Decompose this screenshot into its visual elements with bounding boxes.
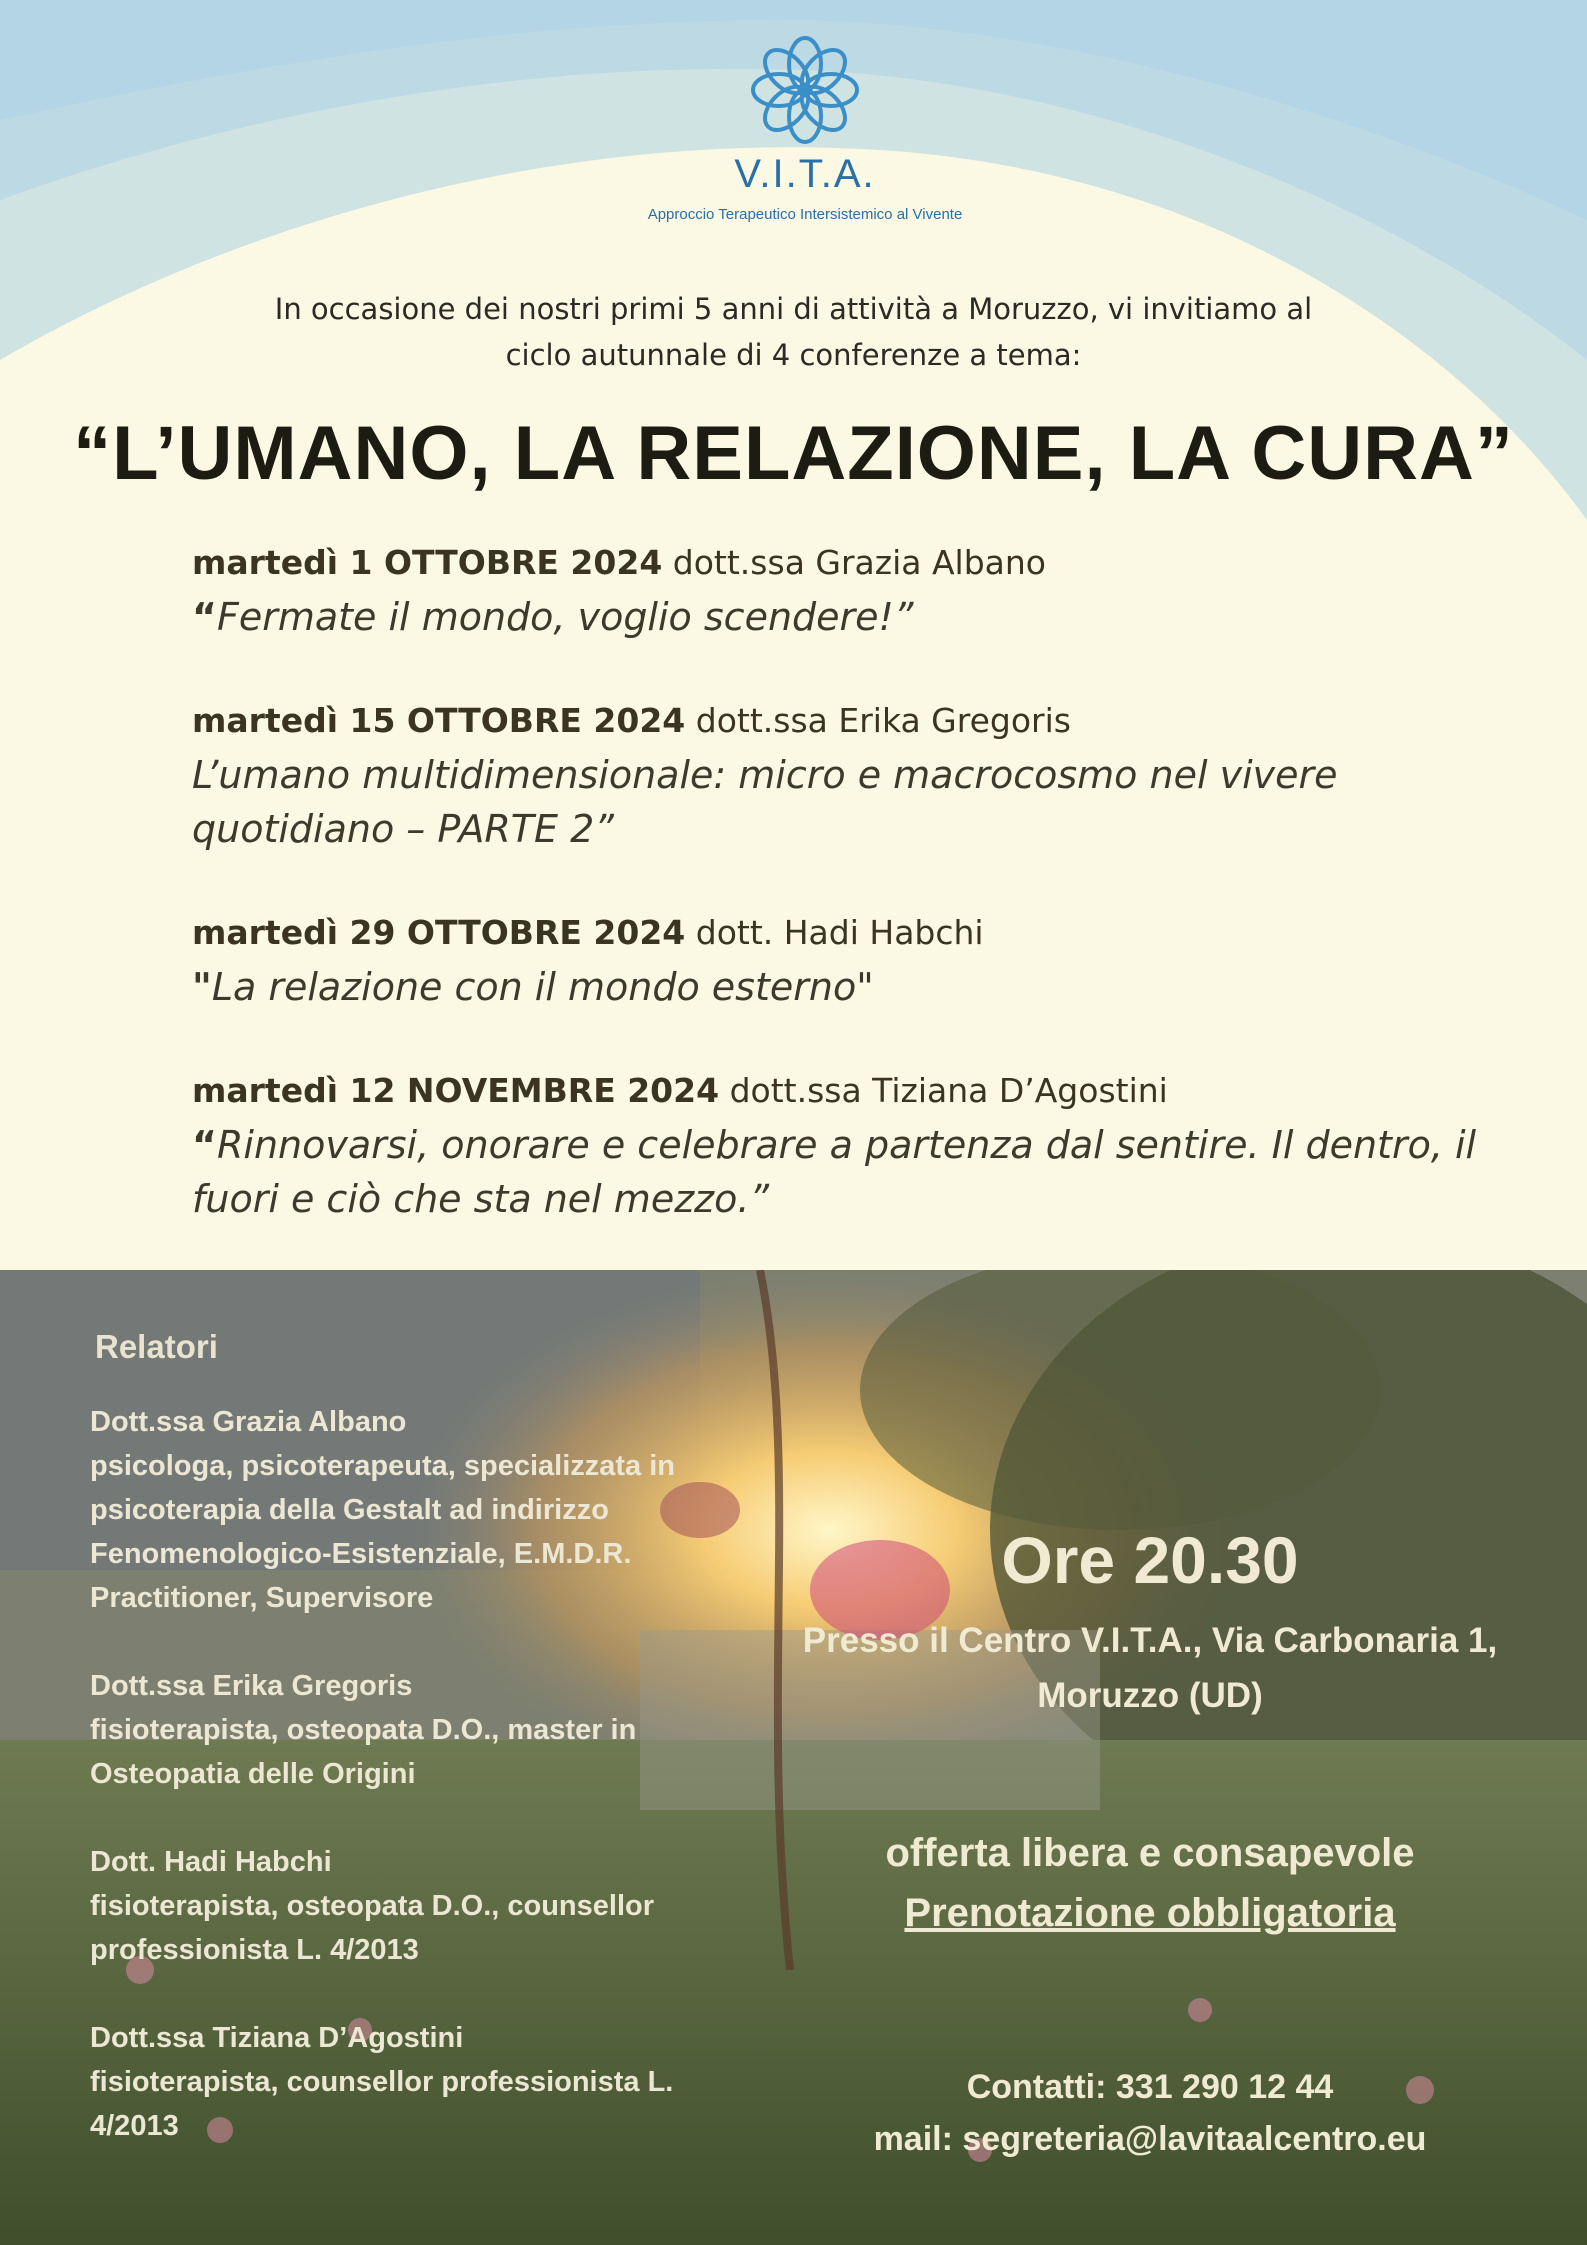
event-talk-title: La relazione con il mondo esterno" [211, 965, 874, 1009]
event-item [192, 694, 1522, 856]
quote-mark: " [192, 965, 212, 1009]
intro-line-1: In occasione dei nostri primi 5 anni di attività a Moruzzo, vi invitiamo al [274, 292, 1313, 326]
event-speaker: dott.ssa Erika Gregoris [695, 701, 1071, 740]
event-info [800, 1515, 1500, 2165]
event-date: martedì 15 OTTOBRE 2024 [192, 701, 686, 740]
intro-text [180, 286, 1407, 378]
intro-line-2: ciclo autunnale di 4 conferenze a tema: [505, 338, 1082, 372]
booking-link[interactable]: Prenotazione obbligatoria [904, 1891, 1396, 1935]
event-speaker: dott.ssa Grazia Albano [672, 543, 1046, 582]
event-date: martedì 1 OTTOBRE 2024 [192, 543, 663, 582]
event-item [192, 536, 1522, 644]
event-talk-title: Rinnovarsi, onorare e celebrare a partenza dal sentire. Il dentro, il fuori e ciò che sta nel mezzo.” [192, 1123, 1477, 1221]
event-speaker: dott.ssa Tiziana D’Agostini [729, 1071, 1168, 1110]
event-item [192, 906, 1522, 1014]
relatore-item [90, 1840, 700, 1972]
brand-name: V.I.T.A. [734, 152, 876, 196]
event-item [192, 1064, 1522, 1226]
relatore-item [90, 1664, 700, 1796]
relatore-description: fisioterapista, osteopata D.O., master in Osteopatia delle Origini [90, 1714, 637, 1790]
relatori-list [90, 1400, 700, 2192]
event-date: martedì 29 OTTOBRE 2024 [192, 913, 686, 952]
relatore-description: psicologa, psicoterapeuta, specializzata in psicoterapia della Gestalt ad indirizzo Fenomenologico-Esistenziale, E.M.D.R. Practitioner, Supervisore [90, 1450, 676, 1614]
contact-phone[interactable]: Contatti: 331 290 12 44 [966, 2068, 1334, 2106]
relatore-description: fisioterapista, counsellor professionista L. 4/2013 [90, 2066, 674, 2142]
quote-mark: “ [192, 1123, 217, 1167]
relatore-description: fisioterapista, osteopata D.O., counsellor professionista L. 4/2013 [90, 1890, 655, 1966]
quote-mark: “ [192, 595, 217, 639]
event-speaker: dott. Hadi Habchi [695, 913, 984, 952]
relatore-name: Dott.ssa Erika Gregoris [90, 1670, 413, 1702]
offer-text: offerta libera e consapevole [885, 1831, 1415, 1875]
contact-mail[interactable]: mail: segreteria@lavitaalcentro.eu [873, 2120, 1427, 2158]
relatori-heading: Relatori [95, 1328, 218, 1365]
vita-flower-logo-icon [745, 30, 865, 150]
page-title: “L’UMANO, LA RELAZIONE, LA CURA” [73, 411, 1514, 496]
relatore-item [90, 2016, 700, 2148]
event-talk-title: L’umano multidimensionale: micro e macrocosmo nel vivere quotidiano – PARTE 2” [192, 753, 1338, 851]
relatore-name: Dott. Hadi Habchi [90, 1846, 332, 1878]
event-time: Ore 20.30 [1001, 1523, 1299, 1597]
relatore-name: Dott.ssa Grazia Albano [90, 1406, 407, 1438]
sunset-photo-section [0, 1270, 1587, 2245]
relatore-name: Dott.ssa Tiziana D’Agostini [90, 2022, 464, 2054]
event-list [192, 536, 1522, 1276]
event-place: Presso il Centro V.I.T.A., Via Carbonaria 1, Moruzzo (UD) [802, 1621, 1498, 1715]
event-talk-title: Fermate il mondo, voglio scendere!” [216, 595, 914, 639]
relatore-item [90, 1400, 700, 1620]
contacts [800, 2061, 1500, 2165]
event-date: martedì 12 NOVEMBRE 2024 [192, 1071, 720, 1110]
brand-subtitle: Approccio Terapeutico Intersistemico al Vivente [647, 206, 963, 223]
